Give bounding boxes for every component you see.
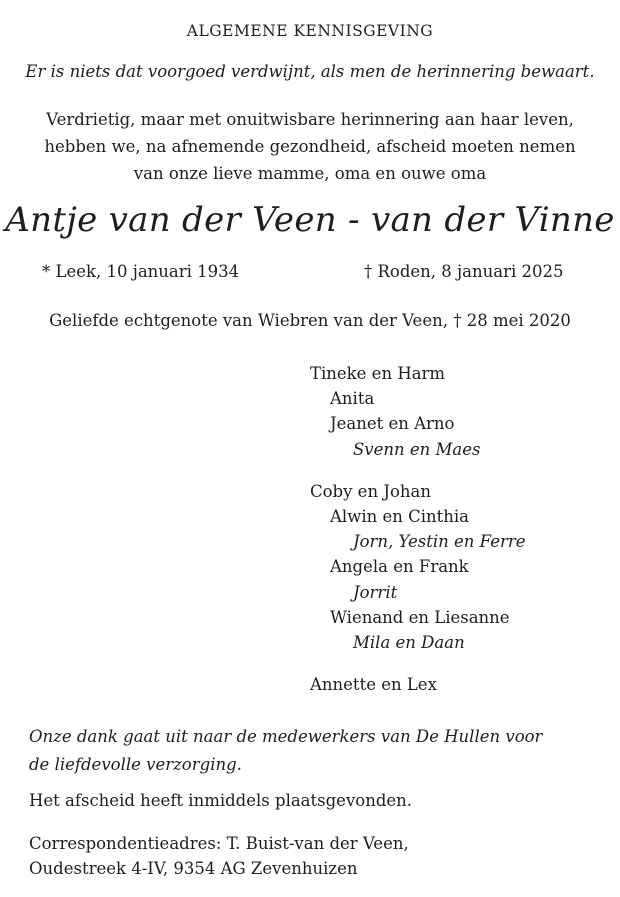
- family-grandchild: Anita: [330, 389, 375, 409]
- family-grandchild: Jeanet en Arno: [330, 414, 455, 434]
- birth-info: * Leek, 10 januari 1934: [42, 262, 240, 281]
- address-line: Oudestreek 4-IV, 9354 AG Zevenhuizen: [29, 859, 358, 878]
- family-spacer: [310, 462, 526, 479]
- thanks-line: de liefdevolle verzorging.: [29, 755, 242, 774]
- family-child: Tineke en Harm: [310, 364, 446, 383]
- thanks-text: [29, 723, 589, 779]
- intro-line: Verdrietig, maar met onuitwisbare herinnering aan haar leven,: [46, 110, 574, 129]
- intro-line: van onze lieve mamme, oma en ouwe oma: [133, 164, 487, 183]
- family-grandchild: Angela en Frank: [330, 557, 469, 577]
- deceased-name: Antje van der Veen - van der Vinne: [5, 200, 615, 240]
- family-great-grandchild: Jorn, Yestin en Ferre: [353, 532, 526, 552]
- death-info: † Roden, 8 januari 2025: [364, 262, 564, 281]
- correspondence-address: [29, 831, 409, 881]
- memorial-quote: Er is niets dat voorgoed verdwijnt, als men de herinnering bewaart.: [25, 62, 595, 81]
- family-great-grandchild: Svenn en Maes: [353, 439, 481, 459]
- intro-line: hebben we, na afnemende gezondheid, afscheid moeten nemen: [44, 137, 576, 156]
- family-child: Coby en Johan: [310, 481, 431, 501]
- farewell-line: Het afscheid heeft inmiddels plaatsgevonden.: [29, 791, 413, 810]
- family-great-grandchild: Jorrit: [353, 582, 398, 602]
- address-line: Correspondentieadres: T. Buist-van der Veen,: [29, 834, 409, 853]
- family-spacer: [310, 655, 526, 672]
- notice-header: ALGEMENE KENNISGEVING: [186, 22, 434, 40]
- thanks-line: Onze dank gaat uit naar de medewerkers van De Hullen voor: [29, 727, 543, 746]
- family-list: [310, 361, 526, 697]
- intro-text: [0, 106, 620, 187]
- family-child: Annette en Lex: [310, 675, 437, 695]
- family-great-grandchild: Mila en Daan: [353, 633, 465, 653]
- family-grandchild: Alwin en Cinthia: [330, 507, 470, 527]
- family-grandchild: Wienand en Liesanne: [330, 607, 510, 627]
- spouse-line: Geliefde echtgenote van Wiebren van der Veen, † 28 mei 2020: [49, 311, 571, 330]
